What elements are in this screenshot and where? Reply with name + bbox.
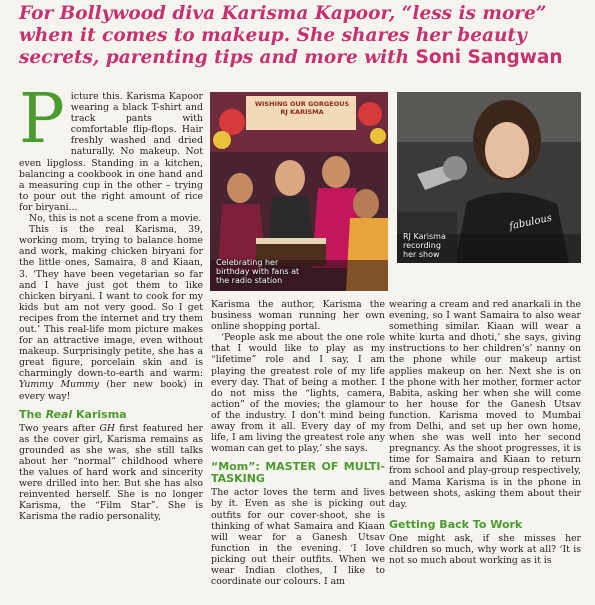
- paragraph: ‘People ask me about the one role that I would like to play as my “lifetime” role and I say, I am playing the greatest role of my life every day. That of being a mother. I do not miss the “lights, camera, action” of the movies; the glamour of the industry. I don’t mind being away from it all. Every day of my life, I am living the greatest role any woman can get to play,’ she says.: [211, 332, 385, 455]
- subhead-master-of-multitasking: “Mom”: MASTER OF MULTI-TASKING: [211, 460, 385, 486]
- column-1: [19, 80, 204, 523]
- byline: Soni Sangwan: [415, 47, 563, 68]
- subhead-real-karisma: The Real Karisma: [19, 407, 127, 421]
- paragraph: Two years after GH first featured her as the cover girl, Karisma remains as grounded as she was, she still talks about her “normal” childhood where the values of hard work and sincerity were drilled into her. But she has also reinvented herself. She is no longer Karisma, the “Film Star”. She is Karisma the radio personality,: [19, 422, 204, 523]
- paragraph: The actor loves the term and lives by it. Even as she is picking out outfits for our cover-shoot, she is thinking of what Samaira and Kiaan will wear for a Ganesh Utsav function in the evening. ‘I love picking out their outfits. When we wear Indian clothes, I like to coordinate our colours. I am: [211, 487, 385, 588]
- birthday-celebration-photo: [210, 92, 388, 291]
- subhead-getting-back-to-work: Getting Back To Work: [389, 517, 523, 531]
- headline-text: For Bollywood diva Karisma Kapoor, “less is more” when it comes to makeup. She shares her beauty secrets, parenting tips and more with: [19, 3, 547, 68]
- radio-recording-photo: [397, 92, 581, 263]
- column-3: [389, 299, 581, 566]
- column-2: [211, 299, 385, 587]
- paragraph: wearing a cream and red anarkali in the evening, so I want Samaira to also wear something similar. Kiaan will wear a white kurta and dhoti,’ she says, giving instructions to her children’s’ nanny on the phone while our makeup artist applies makeup on her. Next she is on the phone with her mother, former actor Babita, asking her when she will come to her house for the Ganesh Utsav function. Karisma moved to Mumbai from Delhi, and set up her own home, when she was well into her second pregnancy. As the shoot progresses, it is time for Samaira and Kiaan to return from school and play-group respectively, and Mama Karisma is in the phone in between shots, asking them about their day.: [389, 299, 581, 510]
- paragraph: This is the real Karisma, 39, working mom, trying to balance home and work, making chicken biryani for the little ones, Samaira, 8 and Kiaan, 3. ‘They have been vegetarian so far and I have just got them to like chicken biryani. I want to cook for my kids but am not very good. So I get recipes from the internet and try them out.’ This real-life mom picture makes for an attractive image, even without makeup. Surprisingly petite, she has a great figure, porcelain skin and is charmingly down-to-earth and warm: Yummy Mummy (her new book) in every way!: [19, 224, 203, 402]
- shirt-text: fabulous: [508, 212, 553, 233]
- paragraph: No, this is not a scene from a movie.: [29, 213, 202, 225]
- intro-paragraph: Picture this. Karisma Kapoor wearing a black T-shirt and track pants with comfortable flip-flops. Hair freshly washed and dried naturally. No makeup. Not even lipgloss. Standing in a kitchen, balancing a cookbook in one hand and a measuring cup in the other – trying to pour out the right amount of rice for biryani...: [19, 80, 203, 213]
- banner-text: WISHING OUR GORGEOUS RJ KARISMA: [254, 100, 350, 116]
- paragraph: Karisma the author, Karisma the business woman running her own online shopping portal.: [211, 299, 385, 333]
- photo-caption-recording: RJ Karisma recording her show: [403, 232, 446, 259]
- paragraph: One might ask, if she misses her children so much, why work at all? ‘It is not so much about working as it is: [389, 532, 581, 566]
- dropcap: P: [19, 80, 65, 159]
- headline: [19, 3, 585, 69]
- photo-caption-birthday: Celebrating her birthday with fans at the radio station: [216, 258, 300, 285]
